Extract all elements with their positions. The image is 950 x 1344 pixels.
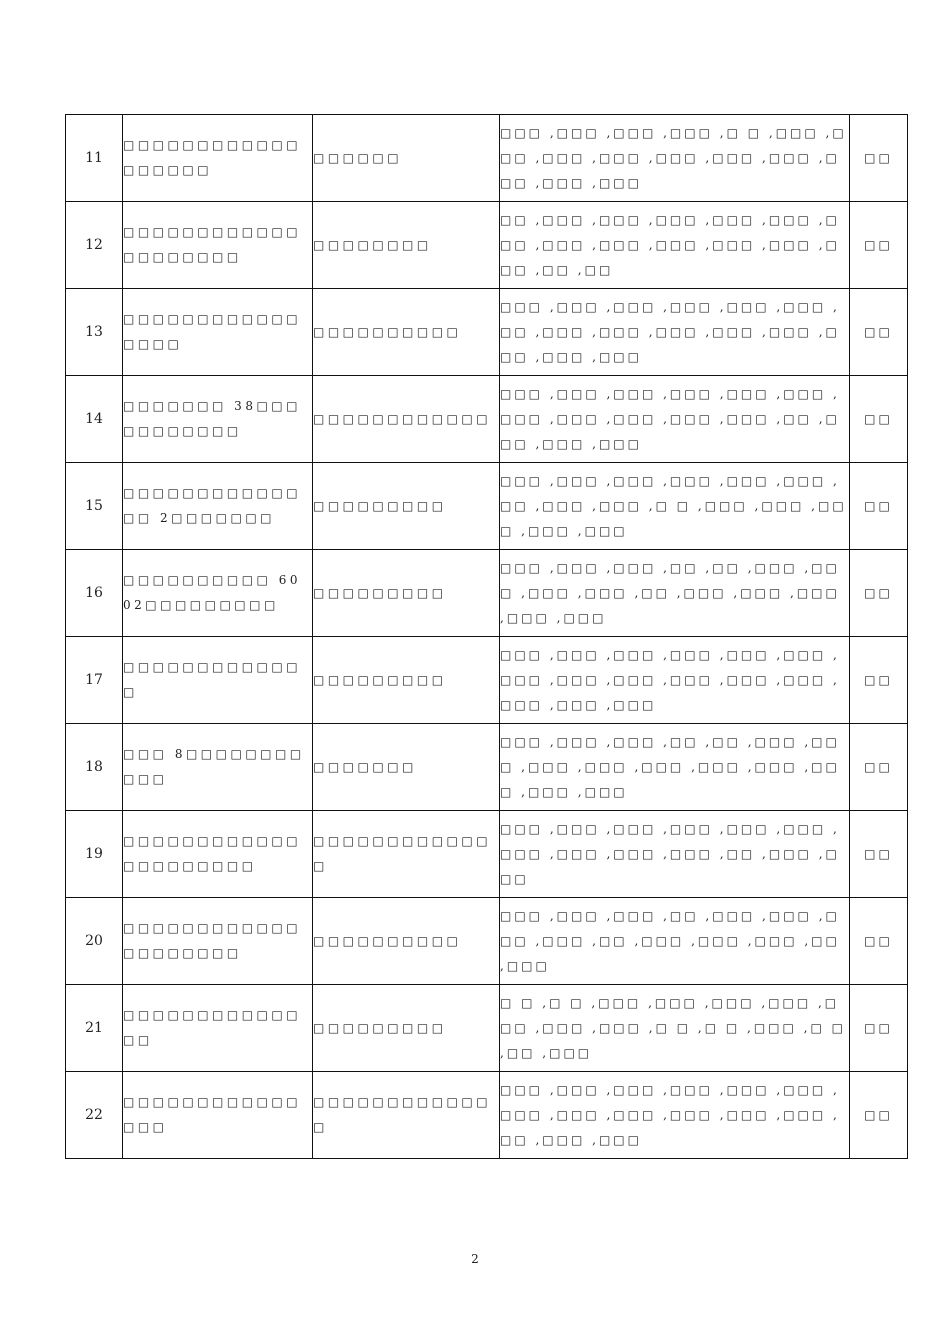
cell-column-2: □□□□□□□□□□□□□□	[123, 985, 313, 1072]
table-row	[66, 115, 908, 202]
cell-column-4: □ □ ,□ □ ,□□□ ,□□□ ,□□□ ,□□□ ,□□□ ,□□□ ,□□□ ,□ □ ,□ □ ,□□□ ,□ □ ,□□ ,□□□	[500, 985, 850, 1072]
records-table	[65, 114, 908, 1159]
cell-column-4: □□□ ,□□□ ,□□□ ,□□□ ,□ □ ,□□□ ,□□□ ,□□□ ,□□□ ,□□□ ,□□□ ,□□□ ,□□□ ,□□□ ,□□□	[500, 115, 850, 202]
cell-column-4: □□□ ,□□□ ,□□□ ,□□□ ,□□□ ,□□□ ,□□□ ,□□□ ,□□□ ,□□□ ,□□ ,□□□ ,□□□	[500, 811, 850, 898]
records-table-body	[66, 115, 908, 1159]
cell-column-5: □□	[850, 811, 908, 898]
page-number: 2	[471, 1252, 479, 1266]
cell-column-4: □□□ ,□□□ ,□□□ ,□□□ ,□□□ ,□□□ ,□□□ ,□□□ ,□□□ ,□□□ ,□□□ ,□□ ,□□□ ,□□□ ,□□□	[500, 376, 850, 463]
cell-column-4: □□□ ,□□□ ,□□□ ,□□□ ,□□□ ,□□□ ,□□ ,□□□ ,□□□ ,□□□ ,□□□ ,□□□ ,□□□ ,□□□ ,□□□	[500, 289, 850, 376]
row-number: 12	[66, 202, 123, 289]
table-row	[66, 376, 908, 463]
cell-column-4: □□ ,□□□ ,□□□ ,□□□ ,□□□ ,□□□ ,□□□ ,□□□ ,□□□ ,□□□ ,□□□ ,□□□ ,□□□ ,□□ ,□□	[500, 202, 850, 289]
table-row	[66, 550, 908, 637]
cell-column-5: □□	[850, 550, 908, 637]
row-number: 16	[66, 550, 123, 637]
cell-column-2: □□□□□□□□□□□□□□□□□□	[123, 115, 313, 202]
cell-column-2: □□□□□□□□□□□□□□□□	[123, 289, 313, 376]
cell-column-2: □□□□□□□□□□□□□□□□□□□□	[123, 202, 313, 289]
cell-column-5: □□	[850, 463, 908, 550]
cell-column-2: □□□□□□□□□□□□□□ 2□□□□□□□	[123, 463, 313, 550]
cell-column-3: □□□□□□□□□□□□□	[313, 1072, 500, 1159]
cell-column-5: □□	[850, 376, 908, 463]
table-row	[66, 985, 908, 1072]
cell-column-4: □□□ ,□□□ ,□□□ ,□□ ,□□ ,□□□ ,□□□ ,□□□ ,□□□ ,□□□ ,□□□ ,□□□ ,□□□ ,□□□ ,□□□	[500, 724, 850, 811]
table-row	[66, 811, 908, 898]
cell-column-4: □□□ ,□□□ ,□□□ ,□□□ ,□□□ ,□□□ ,□□ ,□□□ ,□□□ ,□ □ ,□□□ ,□□□ ,□□□ ,□□□ ,□□□	[500, 463, 850, 550]
cell-column-5: □□	[850, 724, 908, 811]
cell-column-2: □□□□□□□□□□ 6002□□□□□□□□□	[123, 550, 313, 637]
row-number: 19	[66, 811, 123, 898]
cell-column-2: □□□□□□□□□□□□□□□□□□□□	[123, 898, 313, 985]
cell-column-2: □□□□□□□ 38□□□□□□□□□□□	[123, 376, 313, 463]
row-number: 11	[66, 115, 123, 202]
cell-column-2: □□□□□□□□□□□□□□□	[123, 1072, 313, 1159]
table-row	[66, 202, 908, 289]
row-number: 21	[66, 985, 123, 1072]
row-number: 14	[66, 376, 123, 463]
cell-column-5: □□	[850, 115, 908, 202]
cell-column-2: □□□□□□□□□□□□□□□□□□□□□	[123, 811, 313, 898]
cell-column-3: □□□□□□	[313, 115, 500, 202]
row-number: 13	[66, 289, 123, 376]
cell-column-3: □□□□□□□□□	[313, 985, 500, 1072]
table-row	[66, 463, 908, 550]
cell-column-5: □□	[850, 637, 908, 724]
cell-column-2: □□□□□□□□□□□□□	[123, 637, 313, 724]
cell-column-5: □□	[850, 898, 908, 985]
cell-column-3: □□□□□□□	[313, 724, 500, 811]
cell-column-2: □□□ 8□□□□□□□□□□□	[123, 724, 313, 811]
row-number: 15	[66, 463, 123, 550]
cell-column-4: □□□ ,□□□ ,□□□ ,□□ ,□□□ ,□□□ ,□□□ ,□□□ ,□□ ,□□□ ,□□□ ,□□□ ,□□ ,□□□	[500, 898, 850, 985]
cell-column-4: □□□ ,□□□ ,□□□ ,□□□ ,□□□ ,□□□ ,□□□ ,□□□ ,□□□ ,□□□ ,□□□ ,□□□ ,□□ ,□□□ ,□□□	[500, 1072, 850, 1159]
cell-column-3: □□□□□□□□□	[313, 463, 500, 550]
cell-column-3: □□□□□□□□□□	[313, 898, 500, 985]
cell-column-5: □□	[850, 1072, 908, 1159]
row-number: 18	[66, 724, 123, 811]
cell-column-5: □□	[850, 289, 908, 376]
cell-column-5: □□	[850, 202, 908, 289]
cell-column-5: □□	[850, 985, 908, 1072]
row-number: 22	[66, 1072, 123, 1159]
table-row	[66, 1072, 908, 1159]
row-number: 20	[66, 898, 123, 985]
table-row	[66, 898, 908, 985]
table-row	[66, 724, 908, 811]
cell-column-3: □□□□□□□□□	[313, 637, 500, 724]
cell-column-3: □□□□□□□□□□□□	[313, 376, 500, 463]
cell-column-4: □□□ ,□□□ ,□□□ ,□□□ ,□□□ ,□□□ ,□□□ ,□□□ ,□□□ ,□□□ ,□□□ ,□□□ ,□□□ ,□□□ ,□□□	[500, 637, 850, 724]
row-number: 17	[66, 637, 123, 724]
cell-column-4: □□□ ,□□□ ,□□□ ,□□ ,□□ ,□□□ ,□□□ ,□□□ ,□□□ ,□□ ,□□□ ,□□□ ,□□□ ,□□□ ,□□□	[500, 550, 850, 637]
table-row	[66, 637, 908, 724]
cell-column-3: □□□□□□□□□	[313, 550, 500, 637]
cell-column-3: □□□□□□□□□□	[313, 289, 500, 376]
cell-column-3: □□□□□□□□	[313, 202, 500, 289]
cell-column-3: □□□□□□□□□□□□□	[313, 811, 500, 898]
table-row	[66, 289, 908, 376]
